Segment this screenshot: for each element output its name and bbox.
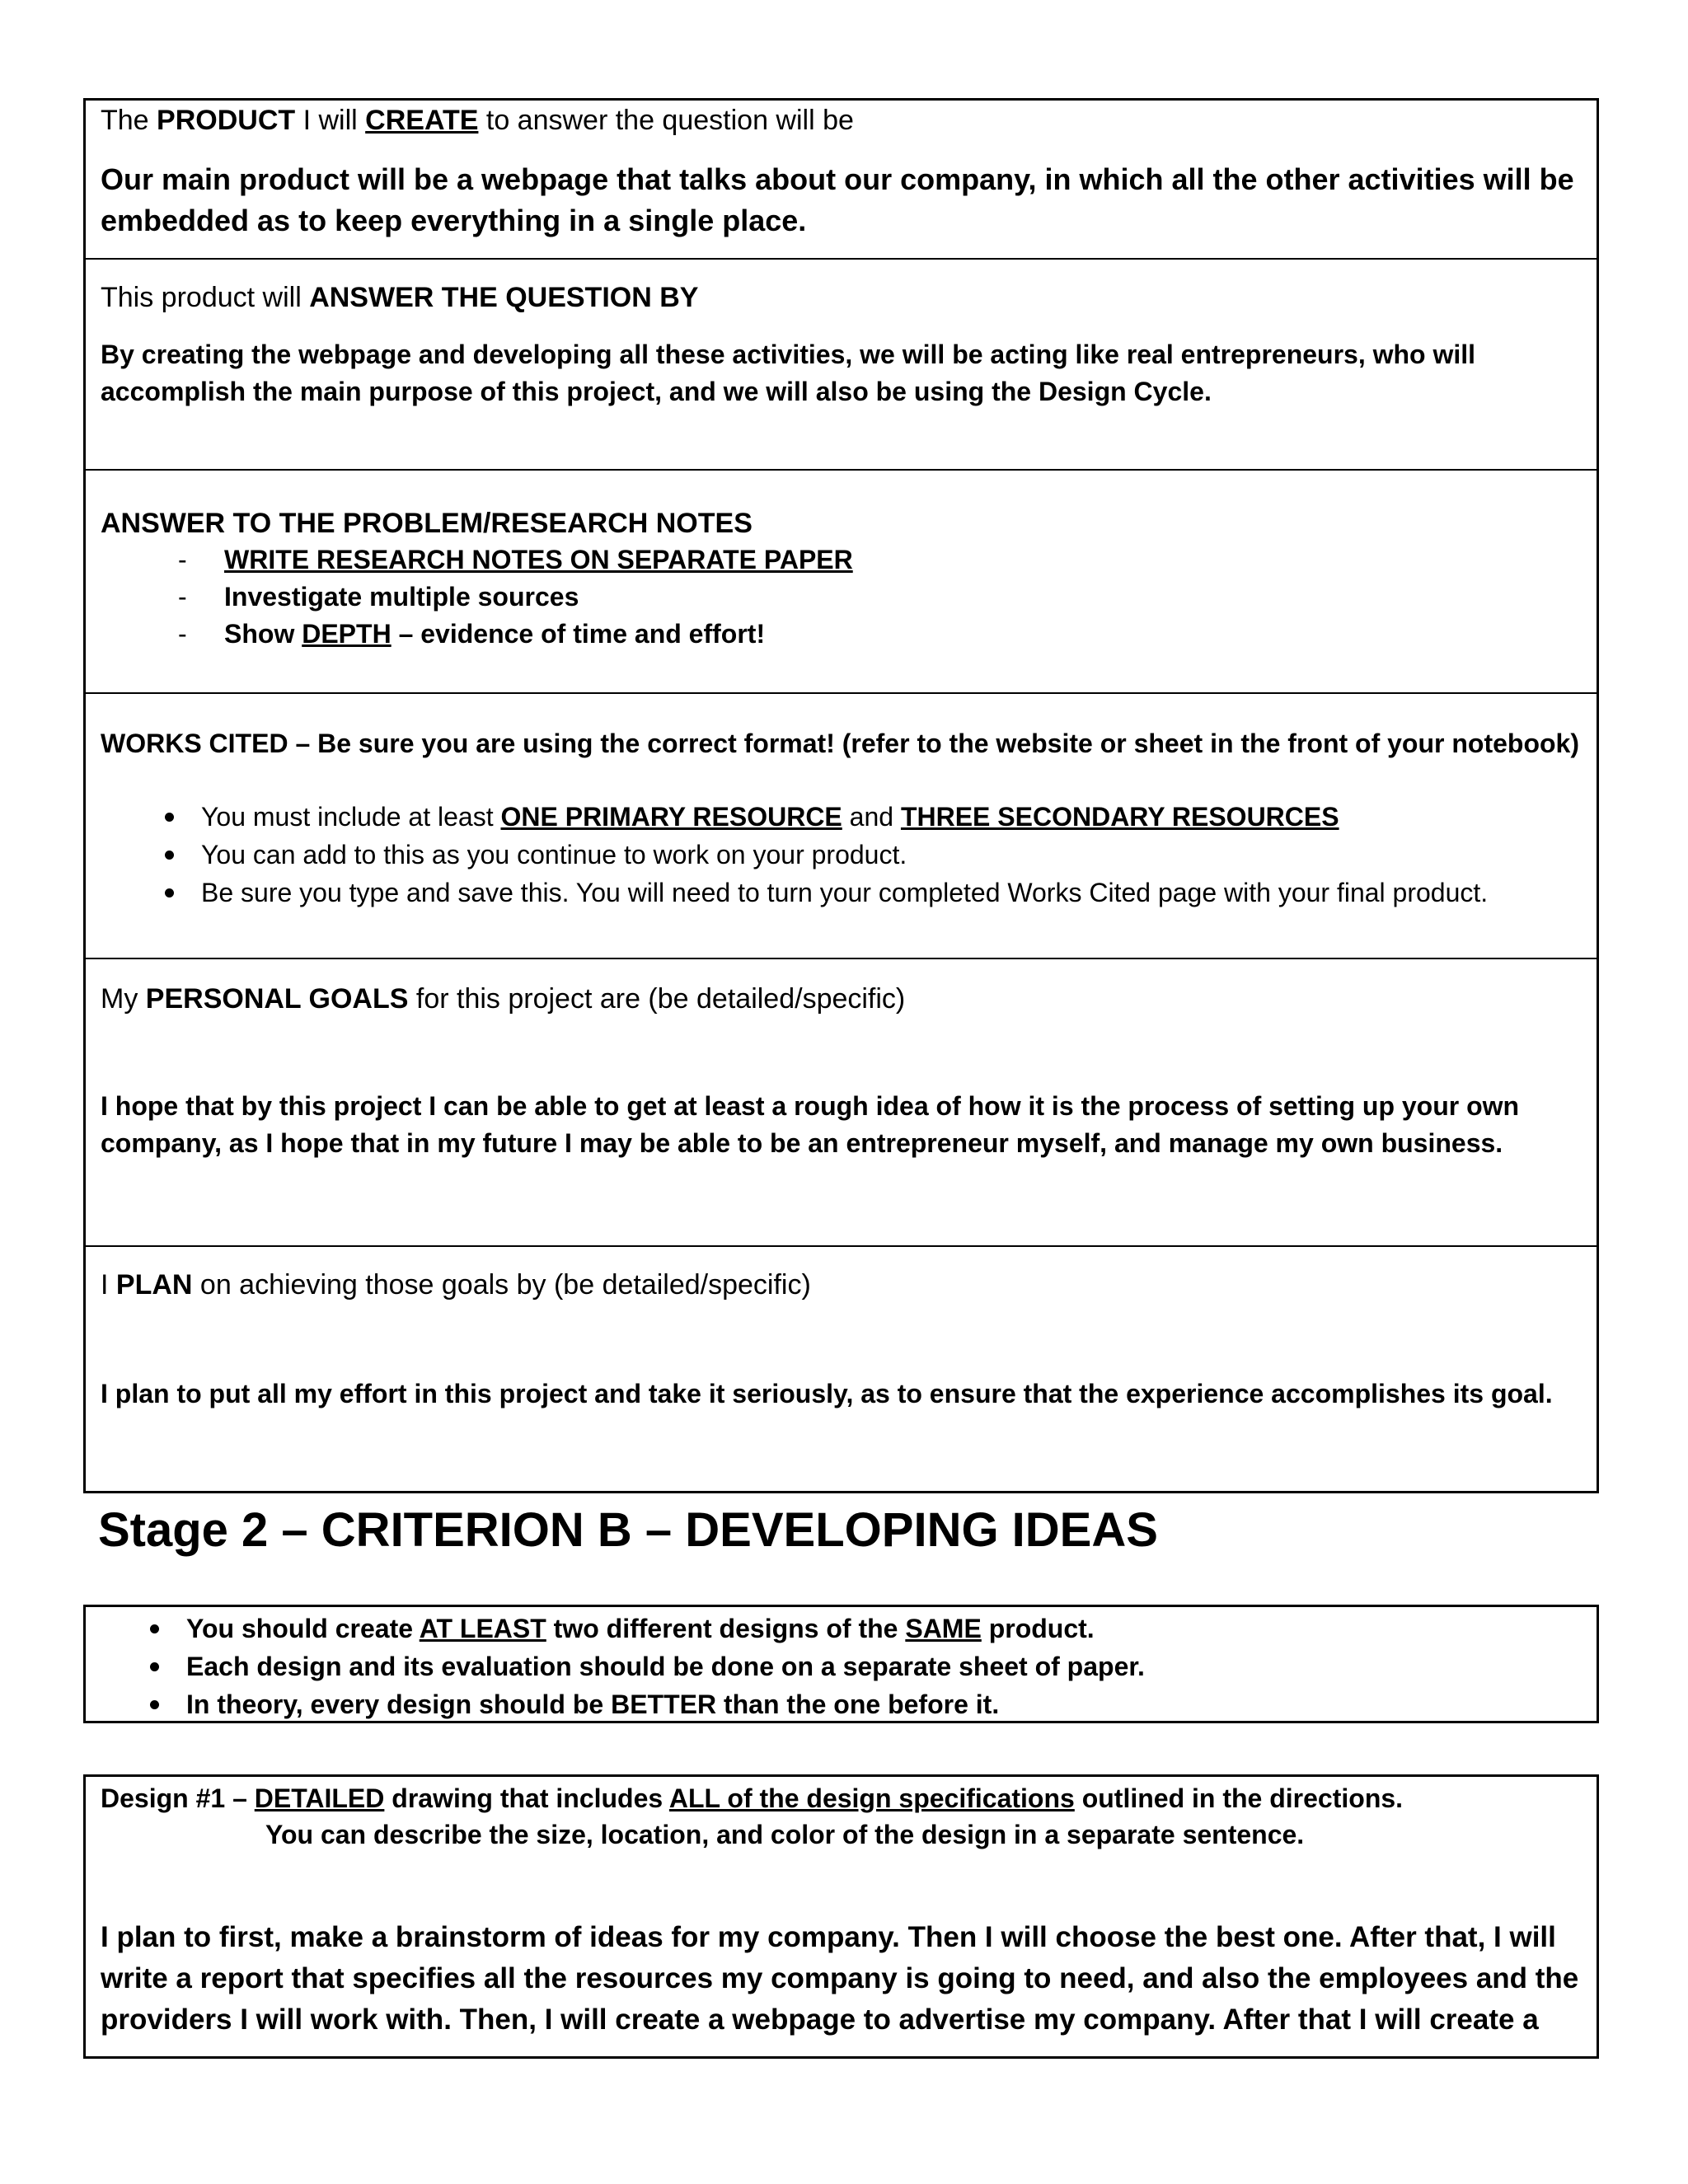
planning-table	[83, 98, 1599, 1493]
stage-2-heading: Stage 2 – CRITERION B – DEVELOPING IDEAS	[98, 1503, 1158, 1557]
personal-goals-label: My PERSONAL GOALS for this project are (be detailed/specific)	[101, 983, 906, 1015]
personal-goals-row	[86, 959, 1597, 1247]
list-item: - WRITE RESEARCH NOTES ON SEPARATE PAPER	[224, 541, 1582, 579]
research-list	[101, 541, 1582, 653]
product-row	[86, 101, 1597, 260]
list-item: Be sure you type and save this. You will need to turn your completed Works Cited page with your final product.	[201, 874, 1582, 912]
product-label: The PRODUCT I will CREATE to answer the question will be	[101, 105, 854, 136]
works-cited-list	[101, 798, 1582, 912]
answer-question-label: This product will ANSWER THE QUESTION BY	[101, 282, 699, 313]
list-item: You must include at least ONE PRIMARY RESOURCE and THREE SECONDARY RESOURCES	[201, 798, 1582, 836]
design-1-label: Design #1 – DETAILED drawing that includes ALL of the design specifications outlined in the directions.	[101, 1783, 1404, 1813]
plan-answer: I plan to put all my effort in this project and take it seriously, as to ensure that the experience accomplishes its goal.	[101, 1379, 1553, 1408]
plan-row	[86, 1247, 1597, 1491]
design-1-box	[83, 1774, 1599, 2059]
answer-question-answer: By creating the webpage and developing all these activities, we will be acting like real entrepreneurs, who will accomplish the main purpose of this project, and we will also be using the Design Cycle.	[101, 340, 1476, 406]
list-item: - Investigate multiple sources	[224, 579, 1582, 616]
research-heading: ANSWER TO THE PROBLEM/RESEARCH NOTES	[101, 508, 753, 539]
list-item: - Show DEPTH – evidence of time and effort!	[224, 616, 1582, 653]
plan-label: I PLAN on achieving those goals by (be detailed/specific)	[101, 1269, 811, 1301]
works-cited-row	[86, 694, 1597, 959]
design-1-sublabel: You can describe the size, location, and color of the design in a separate sentence.	[265, 1820, 1305, 1849]
product-answer: Our main product will be a webpage that talks about our company, in which all the other activities will be embedded as to keep everything in a single place.	[101, 162, 1574, 237]
list-item: You should create AT LEAST two different designs of the SAME product.	[186, 1610, 1597, 1647]
answer-question-row	[86, 260, 1597, 471]
works-cited-heading: WORKS CITED – Be sure you are using the correct format! (refer to the website or sheet in the front of your notebook)	[101, 729, 1579, 758]
research-row	[86, 471, 1597, 694]
list-item: Each design and its evaluation should be done on a separate sheet of paper.	[186, 1647, 1597, 1685]
personal-goals-answer: I hope that by this project I can be able to get at least a rough idea of how it is the process of setting up your own company, as I hope that in my future I may be able to be an entrepreneur myself, and manage my own business.	[101, 1091, 1520, 1158]
list-item: You can add to this as you continue to work on your product.	[201, 836, 1582, 874]
stage-2-instructions-box	[83, 1605, 1599, 1723]
design-1-answer: I plan to first, make a brainstorm of ideas for my company. Then I will choose the best one. After that, I will write a report that specifies all the resources my company is going to need, and also the employees and the providers I will work with. Then, I will create a webpage to advertise my company. After that I will create a	[101, 1921, 1579, 2036]
list-item: In theory, every design should be BETTER than the one before it.	[186, 1685, 1597, 1723]
stage-2-list	[86, 1610, 1597, 1723]
